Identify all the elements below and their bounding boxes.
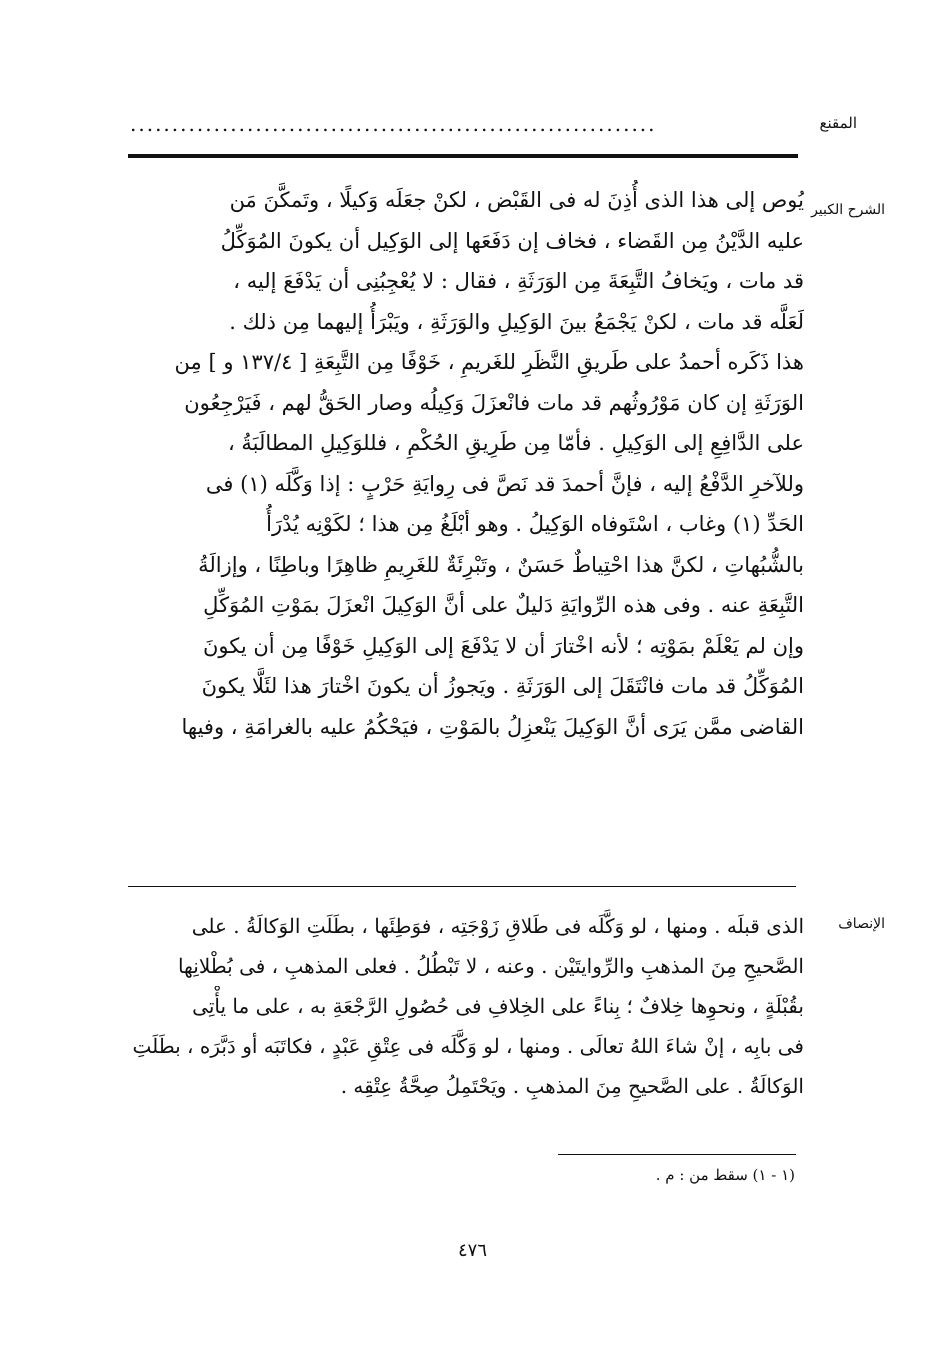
text-line: على الدَّافِعِ إلى الوَكِيلِ . فأمّا مِن طَرِيقِ الحُكْمِ ، فللوَكِيلِ المطالَبَةُ ،: [227, 431, 804, 455]
text-line: بقُبْلَةٍ ، ونحوِها خِلافٌ ؛ بِناءً على الخِلافِ فى حُصُولِ الرَّجْعَةِ به ، على ما يأْتِى: [192, 994, 804, 1018]
footnote: (١ - ١) سقط من : م .: [655, 1166, 795, 1184]
text-line: بالشُّبُهاتِ ، لكنَّ هذا احْتِياطٌ حَسَنٌ ، وتَبْرِئَةٌ للغَرِيمِ ظاهِرًا وباطِنًا ، وإزالَةُ: [198, 552, 804, 577]
text-line: فى بابِه ، إنْ شاءَ اللهُ تعالَى . ومنها ، لو وَكَّلَه فى عِتْقِ عَبْدٍ ، فكاتَبَه أو دَبَّرَه ، بطَلَتِ: [132, 1034, 804, 1058]
running-header-title: المقنع: [819, 114, 857, 132]
text-line: هذا ذَكَره أحمدُ على طَريقِ النَّظَرِ للغَريمِ ، خَوْفًا مِن التَّبِعَةِ [ ١٣٧/٤ و ] مِن: [174, 350, 804, 374]
insaf-text-block: [128, 906, 804, 1106]
section-label-sharh-kabir: الشرح الكبير: [811, 202, 885, 218]
text-line: الصَّحيحِ مِنَ المذهبِ والرِّوايتَيْن . وعنه ، لا تَبْطُلُ . فعلى المذهبِ ، فى بُطْلانِها: [177, 954, 804, 978]
header-dotted-leader: ...............................................................: [130, 112, 657, 136]
page-number: ٤٧٦: [457, 1240, 487, 1261]
text-line: عليه الدَّيْنُ مِن القَضاء ، فخاف إن دَفَعَها إلى الوَكِيل أن يكونَ المُوَكِّلُ: [220, 228, 804, 253]
text-line: يُوص إلى هذا الذى أُذِنَ له فى القَبْض ، لكنْ جعَلَه وَكيلًا ، وتَمكَّنَ مَن: [229, 188, 804, 212]
header-rule: [128, 154, 798, 158]
section-label-insaf: الإنصاف: [838, 916, 885, 932]
text-line: التَّبِعَةِ عنه . وفى هذه الرِّوايَةِ دَليلٌ على أنَّ الوَكِيلَ انْعزَلَ بمَوْتِ المُوَكِّلِ: [203, 593, 804, 617]
section-divider-rule: [128, 886, 796, 887]
text-line: القاضى ممَّن يَرَى أنَّ الوَكِيلَ يَنْعزِلُ بالمَوْتِ ، فيَحْكُمُ عليه بالغرامَةِ ، وفيها: [181, 714, 804, 739]
text-line: الذى قبلَه . ومنها ، لو وَكَّلَه فى طَلاقِ زَوْجَتِه ، فوَطِئَها ، بطَلَتِ الوَكالَةُ . على: [191, 914, 804, 938]
footnote-rule: [558, 1154, 796, 1155]
text-line: الوَكالَةُ . على الصَّحيحِ مِنَ المذهبِ . ويَحْتَمِلُ صِحَّةُ عِتْقِه .: [340, 1074, 804, 1098]
text-line: قد مات ، ويَخافُ التَّبِعَةَ مِن الوَرَثَةِ ، فقال : لا يُعْجِبُنِى أن يَدْفَعَ إليه ،: [233, 269, 804, 293]
text-line: الوَرَثَةِ إن كان مَوْرُوثُهم قد مات فانْعزَلَ وَكِيلُه وصار الحَقُّ لهم ، فَيَرْجِعُون: [184, 390, 804, 415]
sharh-text-block: [128, 180, 804, 747]
text-line: لَعَلَّه قد مات ، لكنْ يَجْمَعُ بينَ الوَكِيلِ والوَرَثَةِ ، ويَبْرَأُ إليهما مِن ذلك .: [229, 309, 804, 334]
text-line: الحَدِّ (١) وغاب ، اسْتَوفاه الوَكِيلُ . وهو أبْلَغُ مِن هذا ؛ لكَوْنِه يُدْرَأُ: [266, 512, 804, 536]
text-line: المُوَكِّلُ قد مات فانْتَقَلَ إلى الوَرَثَةِ . ويَجوزُ أن يكونَ اخْتارَ هذا لئَلَّا يكونَ: [201, 674, 804, 698]
text-line: وللآخرِ الدَّفْعُ إليه ، فإنَّ أحمدَ قد نَصَّ فى رِوايَةِ حَرْبٍ : إذا وَكَّلَه (١) فى: [205, 471, 804, 496]
text-line: وإن لم يَعْلَمْ بمَوْتِه ؛ لأنه اخْتارَ أن لا يَدْفَعَ إلى الوَكِيلِ خَوْفًا مِن أن يكونَ: [202, 633, 804, 658]
